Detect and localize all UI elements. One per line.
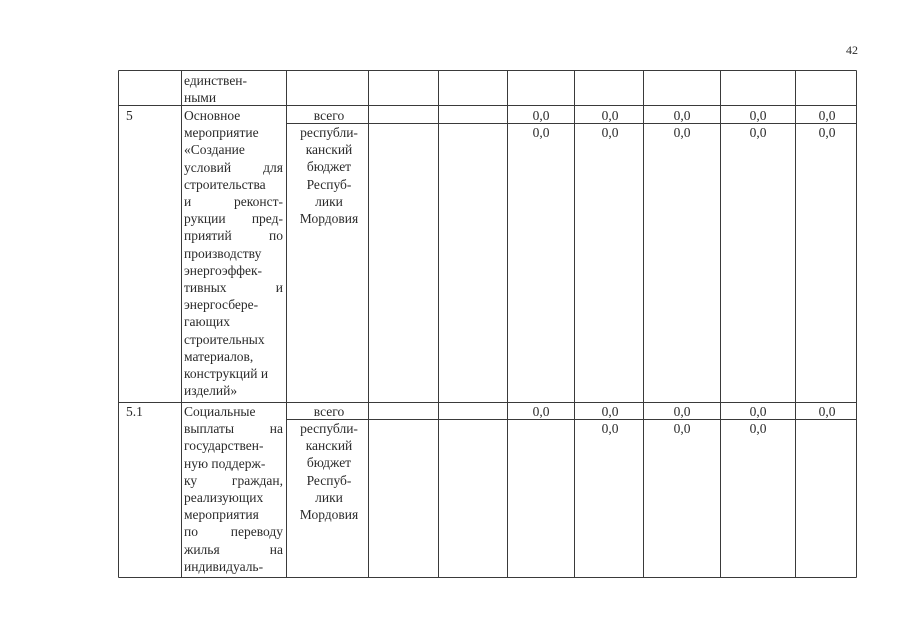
name-line: энергосбере- <box>184 297 259 313</box>
name-line: рукции пред- <box>184 211 283 227</box>
name-line: приятий по <box>184 228 283 244</box>
row-2-name <box>184 403 283 575</box>
name-line: тивных и <box>184 280 283 296</box>
value-cell: 0,0 <box>532 404 550 419</box>
name-line: и реконст- <box>184 194 283 210</box>
name-line: «Создание <box>184 142 245 158</box>
value-cell: 0,0 <box>673 108 691 123</box>
source-total: всего <box>313 108 345 123</box>
name-line: мероприятия <box>184 507 259 523</box>
name-line: гающих <box>184 314 230 330</box>
value-cell: 0,0 <box>601 421 619 436</box>
source-line: лики <box>315 489 343 505</box>
row-number: 5.1 <box>126 404 143 419</box>
name-line: жилья на <box>184 541 283 557</box>
name-line: выплаты на <box>184 421 283 437</box>
name-line: производству <box>184 245 262 261</box>
row-number: 5 <box>126 108 133 123</box>
page-number: 42 <box>846 43 858 57</box>
source-budget <box>288 420 370 523</box>
name-line: строительства <box>184 176 266 192</box>
source-line: республи- <box>300 421 358 436</box>
name-line: государствен- <box>184 438 264 454</box>
name-line: Социальные <box>184 404 256 419</box>
row-1-name <box>184 107 283 399</box>
name-line: ную поддерж- <box>184 455 266 471</box>
value-cell: 0,0 <box>749 404 767 419</box>
name-line: материалов, <box>184 348 254 364</box>
value-cell: 0,0 <box>673 125 691 140</box>
source-budget <box>288 124 370 227</box>
value-cell: 0,0 <box>673 421 691 436</box>
name-line: мероприятие <box>184 125 259 141</box>
source-total: всего <box>313 404 345 419</box>
source-line: бюджет <box>306 159 352 175</box>
source-line: республи- <box>300 125 358 140</box>
value-cell: 0,0 <box>532 125 550 140</box>
row-0-name <box>184 72 283 106</box>
name-line: единствен- <box>184 73 248 88</box>
source-line: Респуб- <box>306 472 352 488</box>
name-line: по переводу <box>184 524 283 540</box>
value-cell: 0,0 <box>601 125 619 140</box>
value-cell: 0,0 <box>818 108 836 123</box>
source-line: лики <box>315 193 343 209</box>
value-cell: 0,0 <box>818 404 836 419</box>
name-line: энергоэффек- <box>184 262 263 278</box>
source-line: канский <box>305 438 353 454</box>
value-cell: 0,0 <box>601 108 619 123</box>
value-cell: 0,0 <box>749 125 767 140</box>
source-line: Мордовия <box>299 507 359 523</box>
name-line: Основное <box>184 108 241 123</box>
value-cell: 0,0 <box>749 108 767 123</box>
value-cell: 0,0 <box>601 404 619 419</box>
name-line: конструкций и <box>184 366 269 382</box>
value-cell: 0,0 <box>818 125 836 140</box>
value-cell: 0,0 <box>532 108 550 123</box>
source-line: Мордовия <box>299 211 359 227</box>
source-line: Респуб- <box>306 176 352 192</box>
value-cell: 0,0 <box>749 421 767 436</box>
name-line: ными <box>184 90 217 106</box>
name-line: индивидуаль- <box>184 558 264 574</box>
source-line: бюджет <box>306 455 352 471</box>
name-line: изделий» <box>184 383 238 399</box>
name-line: ку граждан, <box>184 472 283 488</box>
name-line: строительных <box>184 331 265 347</box>
value-cell: 0,0 <box>673 404 691 419</box>
source-line: канский <box>305 142 353 158</box>
name-line: реализующих <box>184 490 264 506</box>
name-line: условий для <box>184 159 283 175</box>
